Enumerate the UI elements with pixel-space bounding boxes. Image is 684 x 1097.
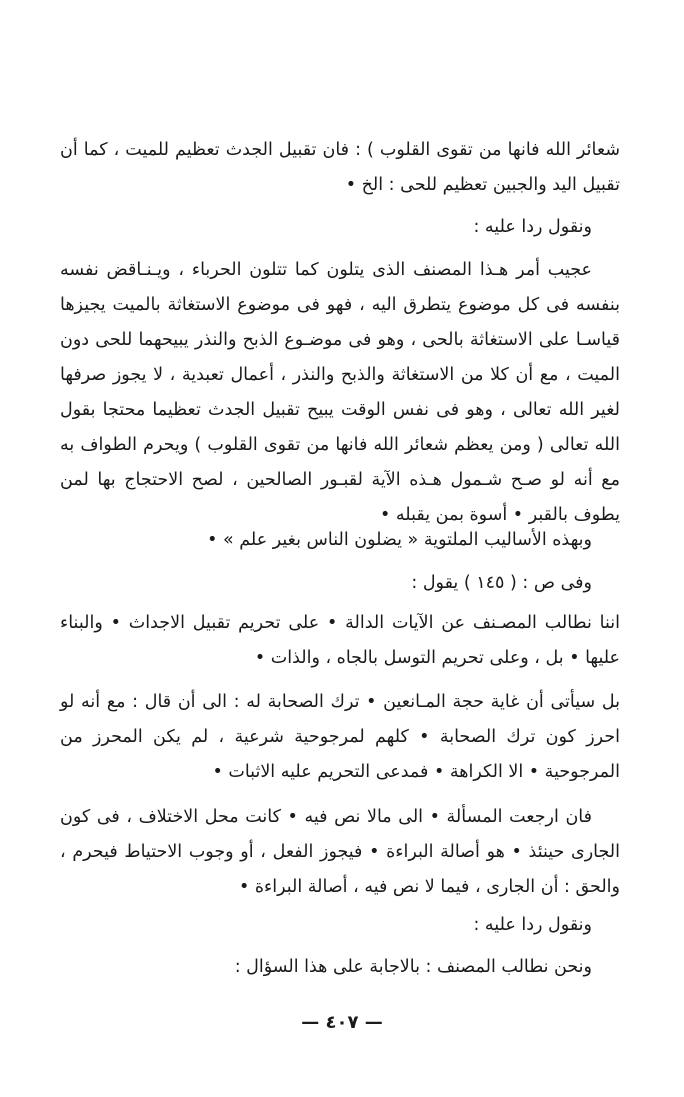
text-block-1 [60, 133, 620, 203]
paragraph-page-reference: وفى ص : ( ١٤٥ ) يقول : [411, 573, 592, 593]
paragraph-reply-heading-2: ونقول ردا عليه : [473, 915, 592, 935]
paragraph-misleading-methods: وبهذه الأساليب الملتوية « يضلون الناس بغير علم » • [207, 530, 592, 550]
text-block-9 [60, 908, 620, 943]
text-block-2 [60, 210, 620, 245]
paragraph-quote-demand: اننا نطالب المصـنف عن الآيات الدالة • على تحريم تقبيل الاجداث • والبناء عليها • بل ، وعلى تحريم التوسل بالجاه ، والذات • [60, 613, 620, 668]
text-block-7 [60, 685, 620, 790]
text-block-6 [60, 606, 620, 676]
text-block-10 [60, 950, 620, 985]
text-block-3 [60, 253, 620, 533]
page-number: — ٤٠٧ — [301, 1012, 383, 1033]
paragraph-continuation: شعائر الله فانها من تقوى القلوب ) : فان تقبيل الجدث تعظيم للميت ، كما أن تقبيل اليد والجبين تعظيم للحى : الخ • [60, 140, 620, 195]
paragraph-quote-principle: فان ارجعت المسألة • الى مالا نص فيه • كانت محل الاختلاف ، فى كون الجارى حينئذ • هو أصالة البراءة • فيجوز الفعل ، أو وجوب الاحتياط فيحرم ، والحق : أن الجارى ، فيما لا نص فيه ، أصالة البراءة • [60, 807, 620, 897]
text-block-5 [60, 566, 620, 601]
text-block-8 [60, 800, 620, 905]
paragraph-question: ونحن نطالب المصنف : بالاجابة على هذا السؤال : [234, 957, 592, 977]
paragraph-reply-heading: ونقول ردا عليه : [473, 217, 592, 237]
paragraph-critique: عجيب أمر هـذا المصنف الذى يتلون كما تتلون الحرباء ، ويـنـاقض نفسه بنفسه فى كل موضوع يتطرق اليه ، فهو فى موضوع الاستغاثة بالميت يجيزها قياسـا على الاستغاثة بالحى ، وهو فى موضـوع الذبح والنذر يبيحهما للحى دون الميت ، مع أن كلا من الاستغاثة والذبح والنذر ، أعمال تعبدية ، لا يجوز صرفها لغير الله تعالى ، وهو فى نفس الوقت يبيح تقبيل الجدث تعظيما محتجا بقول الله تعالى ( ومن يعظم شعائر الله فانها من تقوى القلوب ) ويحرم الطواف به مع أنه لو صـح شـمول هـذه الآية لقبـور الصالحين ، لصح الاحتجاج بها لمن يطوف بالقبر • أسوة بمن يقبله • [60, 260, 620, 525]
paragraph-quote-companions: بل سيأتى أن غاية حجة المـانعين • ترك الصحابة له : الى أن قال : مع أنه لو احرز كون ترك الصحابة • كلهم لمرجوحية شرعية ، لم يكن المحرز من المرجوحية • الا الكراهة • فمدعى التحريم عليه الاثبات • [60, 692, 620, 782]
text-block-4 [60, 523, 620, 558]
